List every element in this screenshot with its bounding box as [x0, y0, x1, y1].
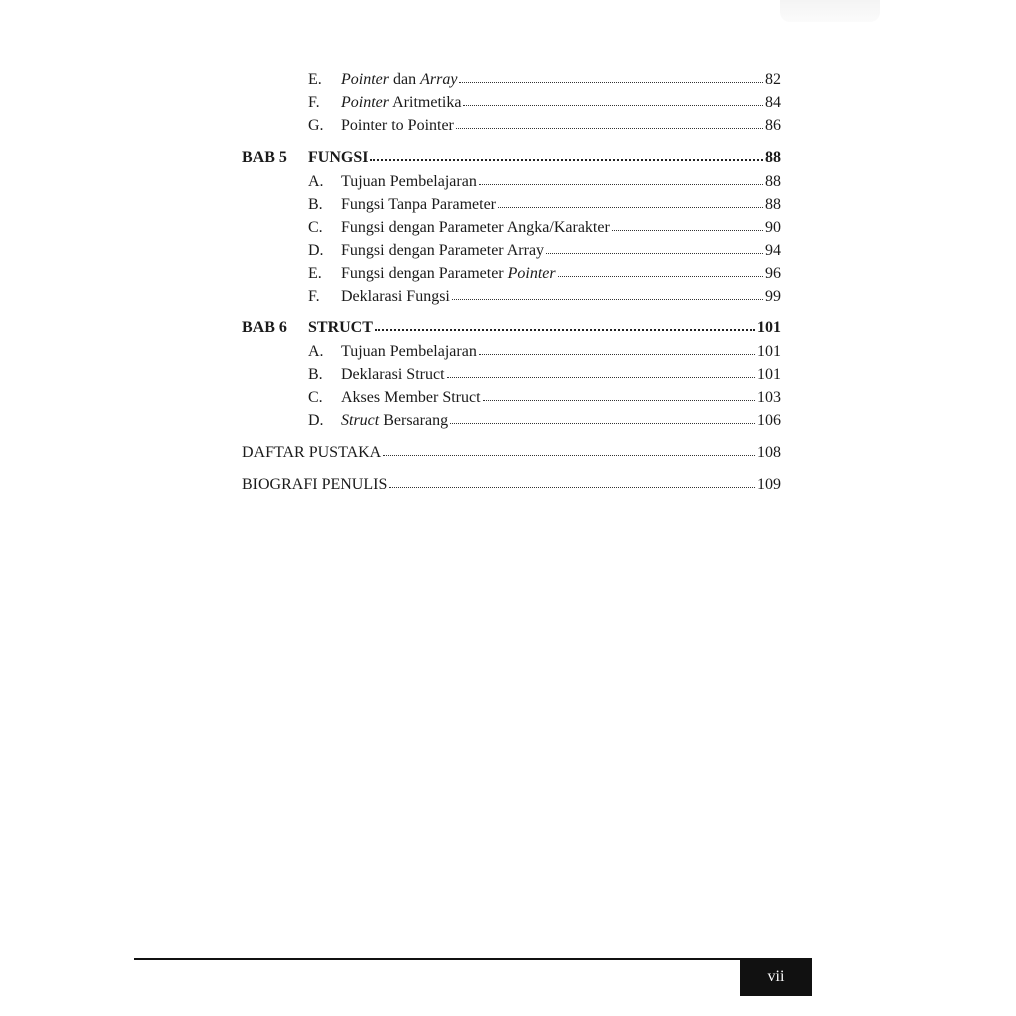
- entry-letter: B.: [308, 196, 323, 213]
- toc-entry-biografi-penulis[interactable]: [242, 475, 781, 495]
- dot-leader: [558, 272, 763, 277]
- entry-letter: A.: [308, 343, 324, 360]
- toc-chapter-bab5[interactable]: [242, 148, 781, 168]
- entry-page: 96: [765, 265, 781, 282]
- entry-page: 84: [765, 94, 781, 111]
- toc-entry[interactable]: [308, 172, 781, 192]
- entry-title: Fungsi Tanpa Parameter: [341, 196, 496, 213]
- scan-smudge: [780, 0, 880, 22]
- dot-leader: [612, 226, 763, 231]
- entry-title: Pointer dan Array: [341, 71, 458, 88]
- dot-leader: [450, 419, 755, 424]
- entry-title: Fungsi dengan Parameter Array: [341, 242, 545, 259]
- toc-entry[interactable]: [308, 388, 781, 408]
- toc-entry[interactable]: [308, 218, 781, 238]
- entry-page: 106: [757, 412, 781, 429]
- entry-title: BIOGRAFI PENULIS: [242, 476, 388, 493]
- entry-title: Fungsi dengan Parameter Angka/Karakter: [341, 219, 610, 236]
- entry-letter: F.: [308, 288, 320, 305]
- toc-entry[interactable]: [308, 116, 781, 136]
- page-number: vii: [767, 968, 785, 985]
- entry-title: Deklarasi Fungsi: [341, 288, 450, 305]
- entry-letter: D.: [308, 242, 324, 259]
- entry-title: Akses Member Struct: [341, 389, 481, 406]
- entry-title: Deklarasi Struct: [341, 366, 445, 383]
- dot-leader: [463, 101, 763, 106]
- chapter-number: BAB 6: [242, 319, 287, 336]
- footer-rule: [134, 958, 740, 960]
- dot-leader: [479, 350, 755, 355]
- chapter-number: BAB 5: [242, 149, 287, 166]
- entry-title: Tujuan Pembelajaran: [341, 343, 477, 360]
- dot-leader: [389, 483, 755, 488]
- entry-page: 88: [765, 173, 781, 190]
- entry-title: Tujuan Pembelajaran: [341, 173, 477, 190]
- dot-leader: [370, 155, 763, 161]
- chapter-title: FUNGSI: [308, 149, 369, 166]
- entry-page: 99: [765, 288, 781, 305]
- dot-leader: [456, 124, 763, 129]
- dot-leader: [375, 325, 755, 331]
- entry-page: 88: [765, 196, 781, 213]
- toc-entry[interactable]: [308, 342, 781, 362]
- toc-chapter-bab6[interactable]: [242, 318, 781, 338]
- entry-page: 109: [757, 476, 781, 493]
- dot-leader: [479, 180, 763, 185]
- dot-leader: [459, 78, 763, 83]
- entry-title: Fungsi dengan Parameter Pointer: [341, 265, 556, 282]
- toc-entry[interactable]: [308, 264, 781, 284]
- chapter-title: STRUCT: [308, 319, 373, 336]
- toc-entry[interactable]: [308, 93, 781, 113]
- entry-letter: E.: [308, 265, 322, 282]
- dot-leader: [483, 396, 755, 401]
- toc-entry-daftar-pustaka[interactable]: [242, 443, 781, 463]
- dot-leader: [383, 451, 755, 456]
- entry-title: Pointer Aritmetika: [341, 94, 462, 111]
- entry-letter: C.: [308, 389, 323, 406]
- toc-entry[interactable]: [308, 241, 781, 261]
- entry-page: 108: [757, 444, 781, 461]
- toc-entry[interactable]: [308, 411, 781, 431]
- toc-entry[interactable]: [308, 287, 781, 307]
- entry-page: 101: [757, 366, 781, 383]
- entry-page: 90: [765, 219, 781, 236]
- entry-title: Pointer to Pointer: [341, 117, 454, 134]
- entry-page: 94: [765, 242, 781, 259]
- entry-letter: F.: [308, 94, 320, 111]
- entry-page: 101: [757, 343, 781, 360]
- dot-leader: [546, 249, 763, 254]
- entry-letter: G.: [308, 117, 324, 134]
- dot-leader: [498, 203, 763, 208]
- page-number-box: [740, 958, 812, 996]
- toc-entry[interactable]: [308, 195, 781, 215]
- chapter-page: 101: [757, 319, 781, 336]
- dot-leader: [447, 373, 755, 378]
- entry-letter: E.: [308, 71, 322, 88]
- entry-letter: B.: [308, 366, 323, 383]
- entry-title: DAFTAR PUSTAKA: [242, 444, 382, 461]
- dot-leader: [452, 295, 763, 300]
- entry-title: Struct Bersarang: [341, 412, 449, 429]
- entry-letter: A.: [308, 173, 324, 190]
- entry-letter: C.: [308, 219, 323, 236]
- entry-page: 103: [757, 389, 781, 406]
- toc-entry[interactable]: [308, 70, 781, 90]
- entry-page: 86: [765, 117, 781, 134]
- chapter-page: 88: [765, 149, 781, 166]
- toc-entry[interactable]: [308, 365, 781, 385]
- entry-page: 82: [765, 71, 781, 88]
- entry-letter: D.: [308, 412, 324, 429]
